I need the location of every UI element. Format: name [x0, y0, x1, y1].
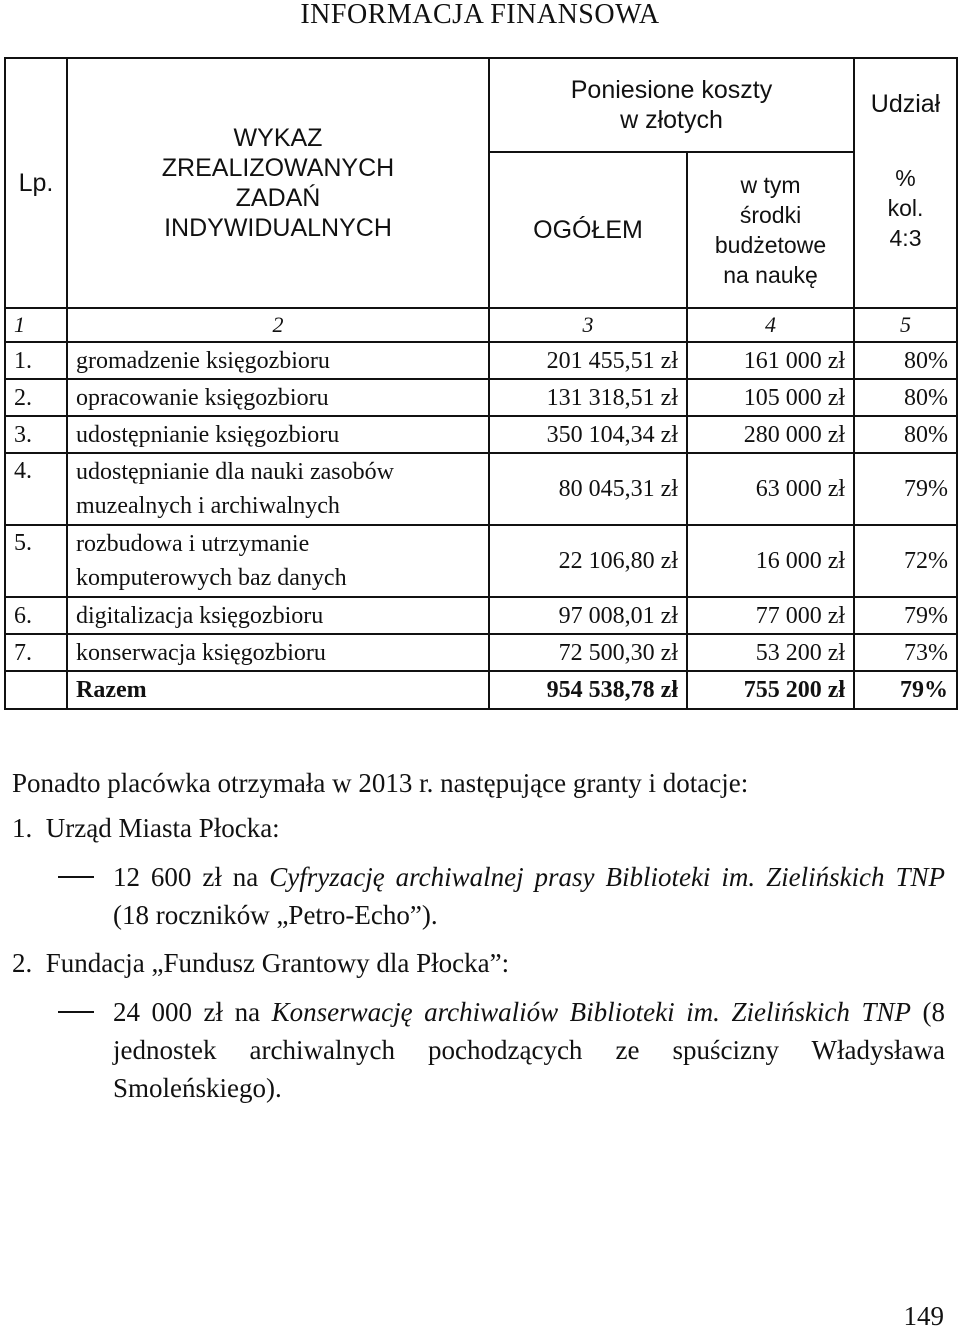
table-row: 1. gromadzenie księgozbioru 201 455,51 zł 161 000 zł 80% [5, 342, 957, 379]
table-row: 4. udostępnianie dla nauki zasobów muzealnych i archiwalnych 80 045,31 zł 63 000 zł 79% [5, 453, 957, 525]
header-share: Udział % kol. 4:3 [854, 58, 957, 308]
page-title: INFORMACJA FINANSOWA [300, 0, 660, 30]
column-number: 1 [5, 308, 67, 342]
sum-label: Razem [67, 671, 489, 709]
sum-share: 79% [854, 671, 957, 709]
table-row: 3. udostępnianie księgozbioru 350 104,34 zł 280 000 zł 80% [5, 416, 957, 453]
grant-1-heading: 1. Urząd Miasta Płocka: [12, 813, 280, 843]
page-number: 149 [903, 1301, 944, 1331]
header-costs: Poniesione koszty w złotych [489, 58, 854, 152]
column-number: 4 [687, 308, 854, 342]
financial-table [4, 57, 958, 710]
column-number: 3 [489, 308, 687, 342]
header-total: OGÓŁEM [489, 152, 687, 308]
grant-2-text: 24 000 zł na Konserwację archiwaliów Biblioteki im. Zielińskich TNP (8 jednostek archiwalnych pochodzących ze spuścizny Władysława Smoleńskiego). [113, 997, 945, 1103]
table-row: 7. konserwacja księgozbioru 72 500,30 zł 53 200 zł 73% [5, 634, 957, 671]
table-row: 6. digitalizacja księgozbioru 97 008,01 zł 77 000 zł 79% [5, 597, 957, 634]
grants-intro: Ponadto placówka otrzymała w 2013 r. następujące granty i dotacje: [12, 768, 749, 798]
grant-2-heading: 2. Fundacja „Fundusz Grantowy dla Płocka”: [12, 948, 510, 978]
column-number: 5 [854, 308, 957, 342]
table-sum-row [5, 671, 957, 709]
sum-total: 954 538,78 zł [489, 671, 687, 709]
column-number-row [5, 308, 957, 342]
table-row: 2. opracowanie księgozbioru 131 318,51 zł 105 000 zł 80% [5, 379, 957, 416]
dash-bullet [58, 876, 94, 878]
grant-1-text: 12 600 zł na Cyfryzację archiwalnej prasy Biblioteki im. Zielińskich TNP (18 roczników „Petro-Echo”). [113, 862, 945, 930]
header-tasks: WYKAZ ZREALIZOWANYCH ZADAŃ INDYWIDUALNYCH [67, 58, 489, 308]
dash-bullet [58, 1011, 94, 1013]
table-row: 5. rozbudowa i utrzymanie komputerowych baz danych 22 106,80 zł 16 000 zł 72% [5, 525, 957, 597]
column-number: 2 [67, 308, 489, 342]
sum-budget: 755 200 zł [687, 671, 854, 709]
header-lp: Lp. [5, 58, 67, 308]
header-budget: w tym środki budżetowe na naukę [687, 152, 854, 308]
